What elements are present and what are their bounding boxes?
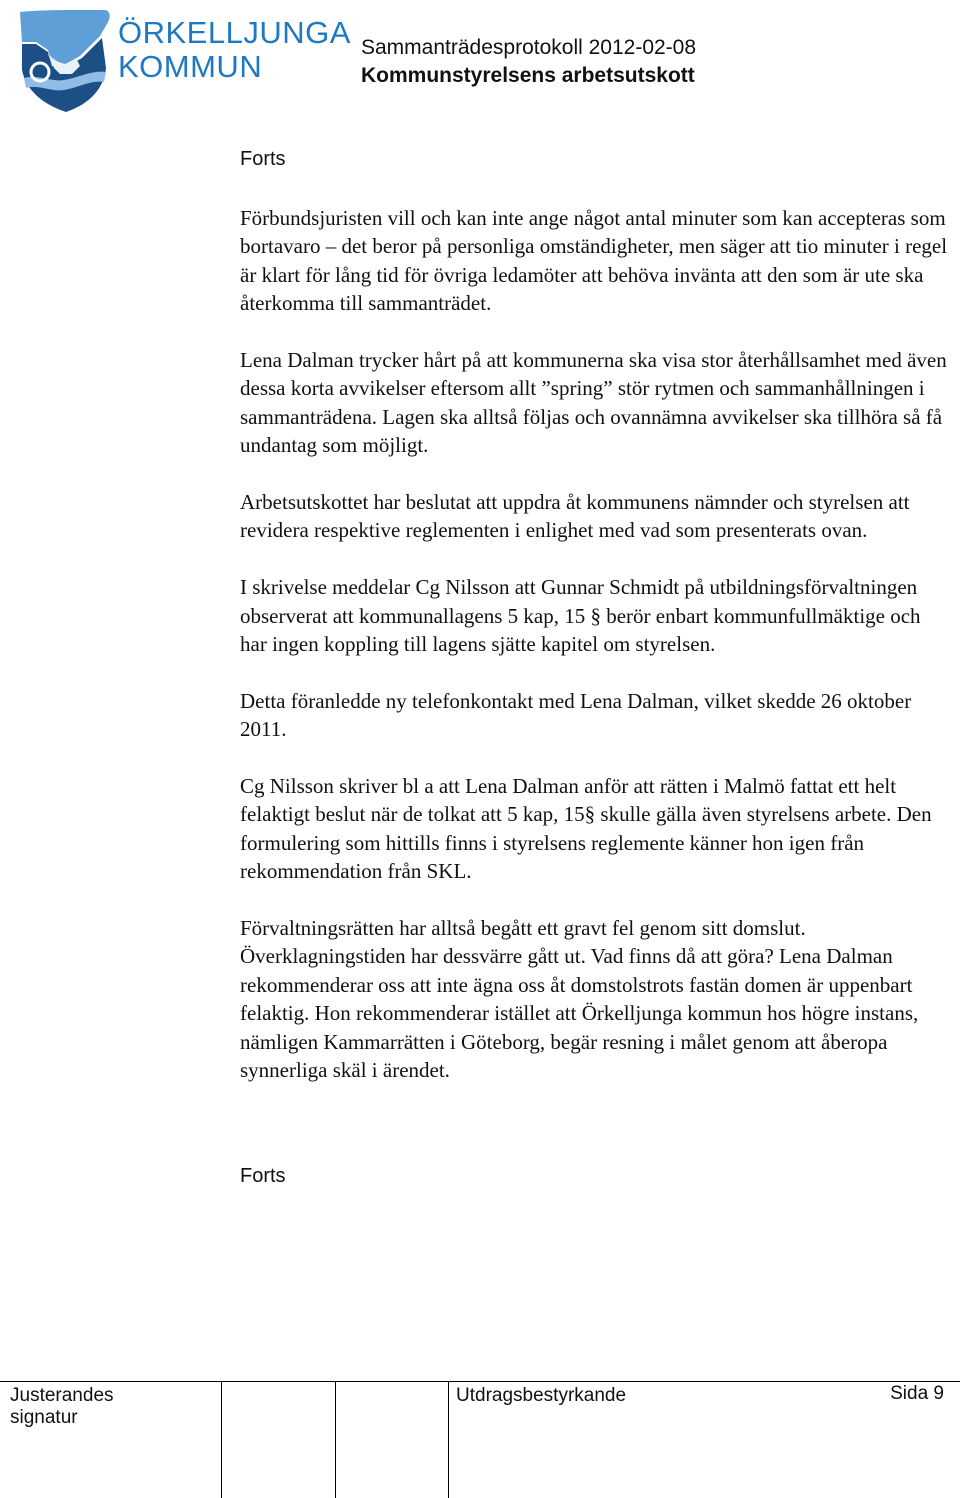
footer-divider (221, 1381, 222, 1498)
paragraph: Lena Dalman trycker hårt på att kommunerna ska visa stor återhållsamhet med även dessa korta avvikelser eftersom allt ”spring” stör rytmen och sammanhållningen i sammanträdena. Lagen ska alltså följas och ovannämna avvikelser ska tillhöra så få undantag som möjligt. (240, 348, 947, 458)
footer-divider (448, 1381, 449, 1498)
forts-top: Forts (240, 148, 286, 170)
committee-name: Kommunstyrelsens arbetsutskott (361, 64, 695, 87)
utdragsbestyrkande-label: Utdragsbestyrkande (456, 1385, 627, 1406)
paragraph: Förvaltningsrätten har alltså begått ett gravt fel genom sitt domslut. Överklagningstiden har dessvärre gått ut. Vad finns då att göra? Lena Dalman rekommenderar oss att inte ägna oss åt domstolstrots fastän domen är uppenbart felaktig. Hon rekommenderar istället att Örkelljunga kommun hos högre instans, nämligen Kammarrätten i Göteborg, begär resning i målet genom att åberopa synnerliga skäl i ärendet. (240, 916, 919, 1083)
paragraph: I skrivelse meddelar Cg Nilsson att Gunnar Schmidt på utbildningsförvaltningen observerat att kommunallagens 5 kap, 15 § berör enbart kommunfullmäktige och har ingen koppling till lagens sjätte kapitel om styrelsen. (240, 575, 921, 657)
paragraph: Arbetsutskottet har beslutat att uppdra åt kommunens nämnder och styrelsen att revidera respektive reglementen i enlighet med vad som presenterats ovan. (240, 490, 910, 543)
logo-line-2: KOMMUN (118, 49, 263, 84)
paragraph: Cg Nilsson skriver bl a att Lena Dalman anför att rätten i Malmö fattat ett helt felaktigt beslut när de tolkat att 5 kap, 15§ skulle gälla även styrelsens arbete. Den formulering som hittills finns i styrelsens reglemente känner hon igen från rekommendation från SKL. (240, 774, 932, 884)
signature-footer (0, 1381, 960, 1498)
justerandes-signatur-label (10, 1385, 114, 1429)
document-body (240, 204, 950, 1113)
protocol-title: Sammanträdesprotokoll 2012-02-08 (361, 36, 697, 59)
logo-emblem-icon (18, 8, 114, 116)
justerandes-line-1: Justerandes (10, 1385, 114, 1406)
footer-rule (0, 1381, 960, 1382)
paragraph: Detta föranledde ny telefonkontakt med Lena Dalman, vilket skedde 26 oktober 2011. (240, 688, 912, 742)
justerandes-line-2: signatur (10, 1407, 78, 1428)
kommun-logo (18, 8, 351, 116)
forts-bottom: Forts (240, 1165, 286, 1187)
footer-divider (335, 1381, 336, 1498)
page-number: Sida 9 (890, 1383, 944, 1404)
logo-line-1: ÖRKELLJUNGA (118, 15, 351, 50)
document-header (361, 34, 696, 90)
logo-text (118, 16, 351, 84)
paragraph: Förbundsjuristen vill och kan inte ange något antal minuter som kan accepteras som bortavaro – det beror på personliga omständigheter, men säger att tio minuter i regel är klart för lång tid för övriga ledamöter att behöva invänta att den som är ute ska återkomma till sammanträdet. (240, 206, 948, 316)
